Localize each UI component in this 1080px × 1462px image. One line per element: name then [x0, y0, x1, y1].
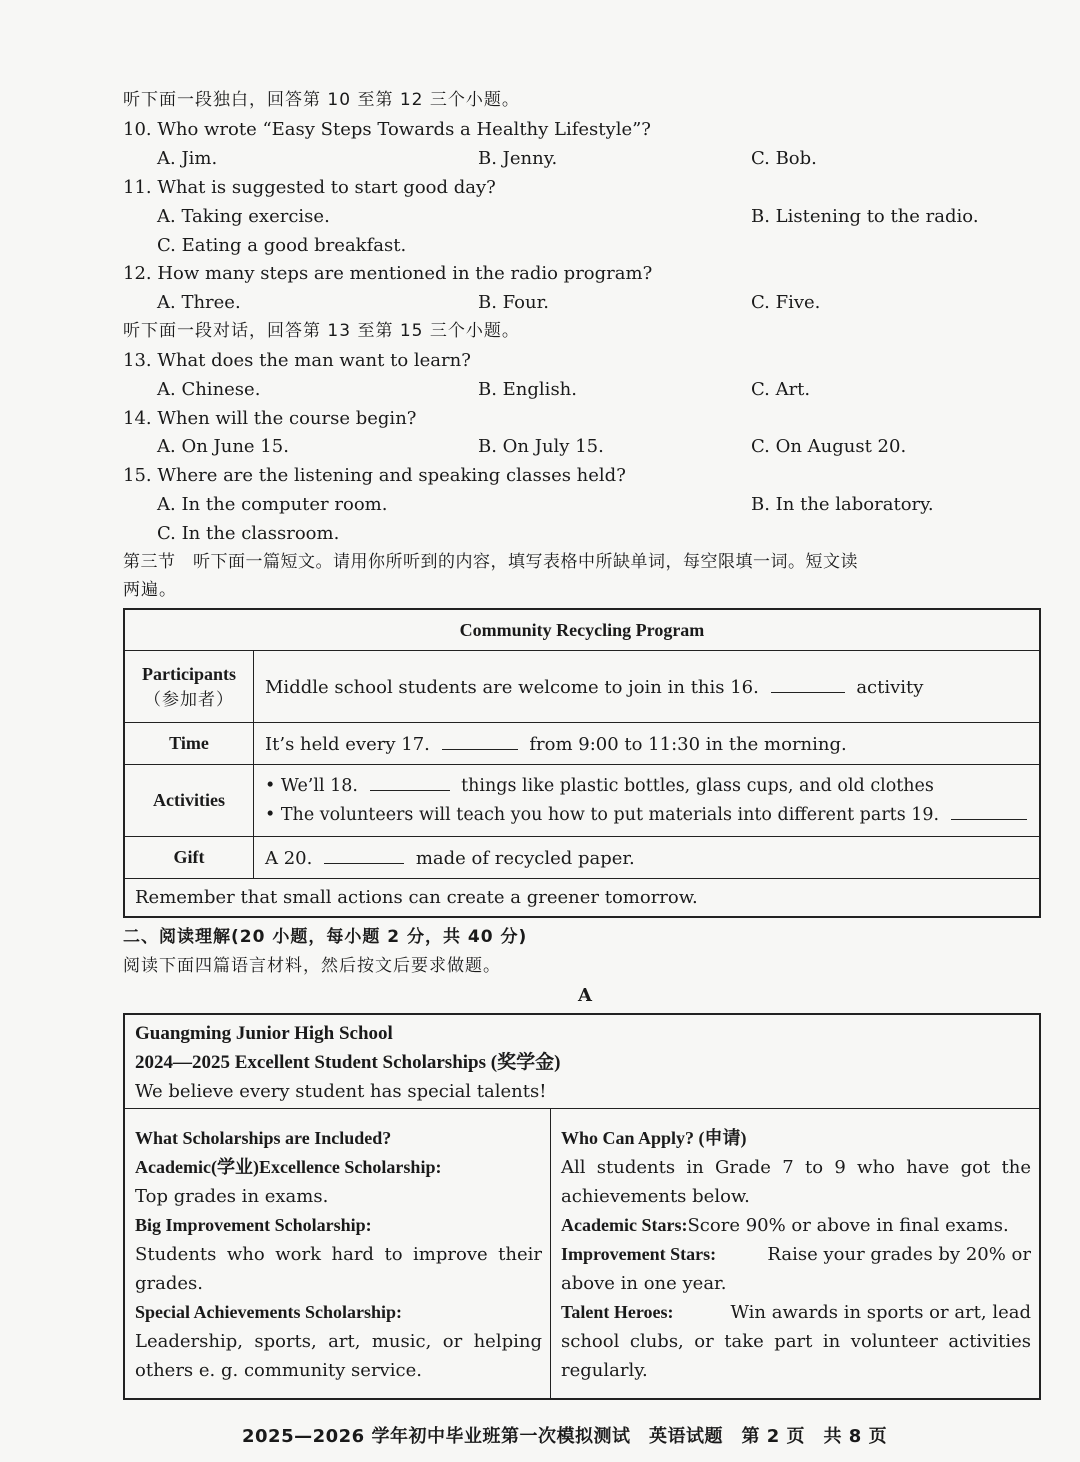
blank-20[interactable] — [324, 847, 404, 864]
participants-text-end: activity — [856, 676, 924, 698]
part2-instruction: 阅读下面四篇语言材料，然后按文后要求做题。 — [123, 956, 501, 976]
q14-option-a: A. On June 15. — [157, 436, 289, 457]
question-11: 11. What is suggested to start good day? — [123, 177, 496, 198]
question-15: 15. Where are the listening and speaking classes held? — [123, 465, 626, 486]
q13-option-c: C. Art. — [751, 379, 811, 400]
q15-option-b: B. In the laboratory. — [751, 494, 934, 515]
academic-stars-label: Academic Stars: — [561, 1215, 688, 1235]
question-13: 13. What does the man want to learn? — [123, 350, 471, 371]
talent-heroes-text-end: regularly. — [561, 1360, 648, 1381]
blank-18[interactable] — [370, 774, 450, 791]
scholarship-title: 2024—2025 Excellent Student Scholarships (奖学金) — [135, 1052, 561, 1073]
page-footer: 2025—2026 学年初中毕业班第一次模拟测试 英语试题 第 2 页 共 8 页 — [242, 1426, 888, 1447]
gift-label: Gift — [173, 847, 205, 867]
scholarship-box — [123, 1013, 1041, 1400]
q11-option-a: A. Taking exercise. — [157, 206, 330, 227]
improvement-scholarship-desc: Students who work hard to improve their — [135, 1244, 542, 1265]
academic-scholarship-title: Academic(学业)Excellence Scholarship: — [135, 1157, 442, 1177]
talent-heroes-text-cont: school clubs, or take part in volunteer activities — [561, 1331, 1031, 1352]
participants-label-cn: （参加者） — [144, 689, 234, 710]
passage-letter: A — [578, 985, 592, 1006]
scholarship-header — [125, 1015, 1039, 1109]
improvement-scholarship-desc-cont: grades. — [135, 1273, 203, 1294]
question-10: 10. Who wrote “Easy Steps Towards a Healthy Lifestyle”? — [123, 119, 651, 140]
scholarship-slogan: We believe every student has special talents! — [135, 1081, 547, 1102]
section3-instruction-cont: 两遍。 — [123, 580, 177, 600]
table-row-gift — [125, 837, 1039, 879]
q13-option-a: A. Chinese. — [157, 379, 261, 400]
section3-instruction: 第三节 听下面一篇短文。请用你所听到的内容，填写表格中所缺单词，每空限填一词。短文读 — [123, 552, 858, 572]
time-label: Time — [169, 733, 209, 753]
q10-option-a: A. Jim. — [157, 148, 218, 169]
activity-2: • The volunteers will teach you how to put materials into different parts 19. — [265, 804, 940, 825]
scholarship-left-column — [125, 1109, 551, 1398]
left-heading: What Scholarships are Included? — [135, 1128, 392, 1148]
q12-option-c: C. Five. — [751, 292, 821, 313]
recycling-table — [123, 608, 1041, 918]
academic-scholarship-desc: Top grades in exams. — [135, 1186, 329, 1207]
monologue-instruction: 听下面一段独白，回答第 10 至第 12 三个小题。 — [123, 90, 520, 110]
q11-option-c: C. Eating a good breakfast. — [157, 235, 407, 256]
activity-1-end: things like plastic bottles, glass cups, and old clothes — [461, 775, 934, 796]
table-footer: Remember that small actions can create a greener tomorrow. — [135, 887, 698, 908]
participants-text: Middle school students are welcome to join in this 16. — [265, 676, 759, 698]
talent-heroes — [561, 1298, 1031, 1327]
table-title: Community Recycling Program — [459, 619, 705, 640]
question-14: 14. When will the course begin? — [123, 408, 417, 429]
q14-option-c: C. On August 20. — [751, 436, 907, 457]
table-title-row — [125, 610, 1039, 651]
q12-option-a: A. Three. — [157, 292, 241, 313]
school-name: Guangming Junior High School — [135, 1023, 393, 1044]
blank-19[interactable] — [951, 803, 1027, 820]
special-scholarship-desc: Leadership, sports, art, music, or helping — [135, 1331, 542, 1352]
special-scholarship-desc-cont: others e. g. community service. — [135, 1360, 422, 1381]
dialogue-instruction: 听下面一段对话，回答第 13 至第 15 三个小题。 — [123, 321, 520, 341]
table-row-participants — [125, 651, 1039, 723]
part2-heading — [123, 924, 527, 950]
improvement-scholarship-title: Big Improvement Scholarship: — [135, 1215, 372, 1235]
talent-heroes-label: Talent Heroes: — [561, 1302, 674, 1322]
activities-label: Activities — [153, 790, 225, 810]
academic-stars-text: Score 90% or above in final exams. — [687, 1215, 1009, 1236]
improvement-stars-text: Raise your grades by 20% or — [767, 1244, 1031, 1265]
q11-option-b: B. Listening to the radio. — [751, 206, 979, 227]
table-row-activities — [125, 765, 1039, 837]
time-text-end: from 9:00 to 11:30 in the morning. — [529, 733, 847, 755]
participants-label: Participants — [142, 663, 236, 684]
q15-option-a: A. In the computer room. — [157, 494, 388, 515]
q10-option-c: C. Bob. — [751, 148, 817, 169]
improvement-stars-text-cont: above in one year. — [561, 1273, 727, 1294]
question-12: 12. How many steps are mentioned in the radio program? — [123, 263, 653, 284]
q12-option-b: B. Four. — [478, 292, 549, 313]
who-can-apply-text-cont: achievements below. — [561, 1186, 750, 1207]
improvement-stars — [561, 1240, 1031, 1269]
talent-heroes-text: Win awards in sports or art, lead — [730, 1302, 1031, 1323]
blank-16[interactable] — [771, 676, 845, 693]
gift-text: A 20. — [265, 847, 313, 869]
time-text: It’s held every 17. — [265, 733, 430, 755]
right-heading: Who Can Apply? (申请) — [561, 1128, 747, 1148]
table-footer-row — [125, 879, 1039, 916]
special-scholarship-title: Special Achievements Scholarship: — [135, 1302, 403, 1322]
who-can-apply-text: All students in Grade 7 to 9 who have got the — [561, 1157, 1031, 1178]
scholarship-right-column — [551, 1109, 1039, 1398]
table-row-time — [125, 723, 1039, 765]
q13-option-b: B. English. — [478, 379, 577, 400]
activity-1: • We’ll 18. — [265, 775, 358, 796]
q14-option-b: B. On July 15. — [478, 436, 604, 457]
gift-text-end: made of recycled paper. — [415, 847, 635, 869]
blank-17[interactable] — [442, 733, 518, 750]
q10-option-b: B. Jenny. — [478, 148, 558, 169]
academic-stars — [561, 1211, 1031, 1240]
part2-heading-text: 二、阅读理解(20 小题，每小题 2 分，共 40 分) — [123, 927, 528, 947]
improvement-stars-label: Improvement Stars: — [561, 1244, 717, 1264]
q15-option-c: C. In the classroom. — [157, 523, 340, 544]
